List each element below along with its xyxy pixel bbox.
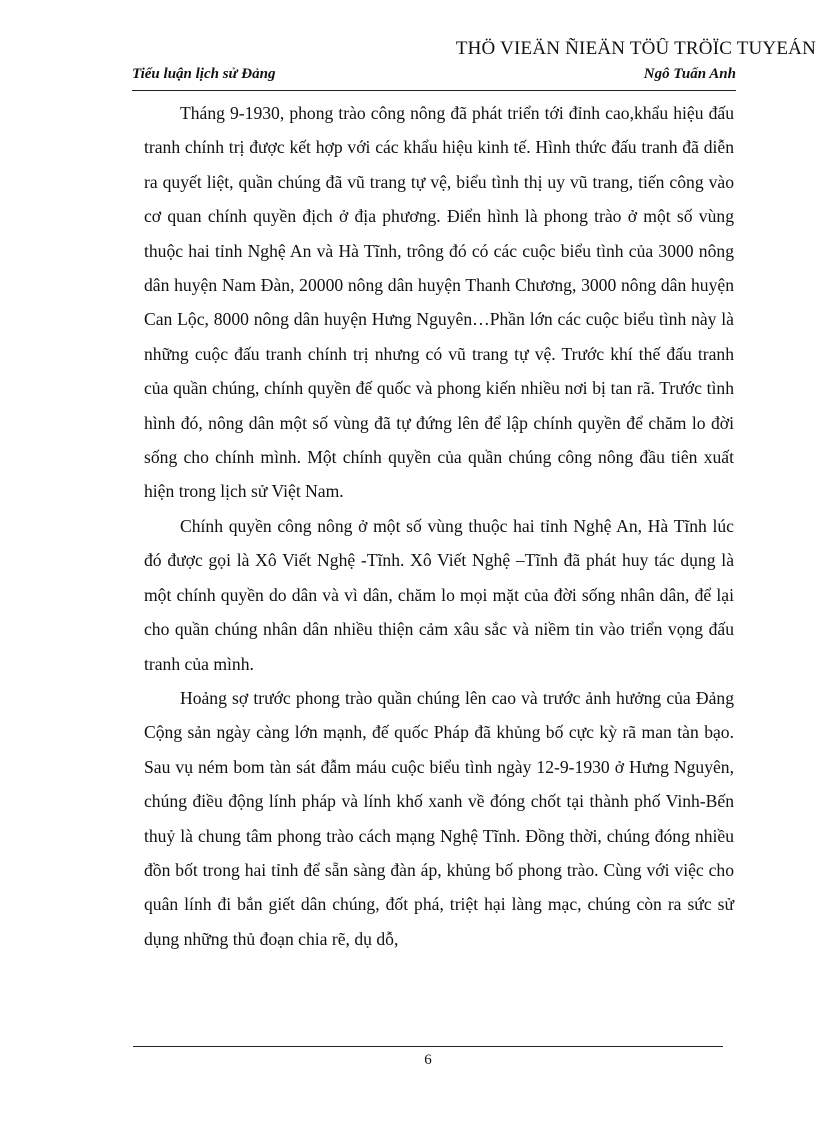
- header-divider: [132, 90, 736, 91]
- page-number: 6: [424, 1052, 432, 1068]
- running-header: [132, 66, 736, 90]
- paragraph-3: Hoảng sợ trước phong trào quần chúng lên cao và trước ảnh hưởng của Đảng Cộng sản ngày càng lớn mạnh, đế quốc Pháp đã khủng bố cực kỳ rã man tàn bạo. Sau vụ ném bom tàn sát đẫm máu cuộc biểu tình ngày 12-9-1930 ở Hưng Nguyên, chúng điều động lính pháp và lính khố xanh về đóng chốt tại thành phố Vinh-Bến thuỷ là chung tâm phong trào cách mạng Nghệ Tĩnh. Đồng thời, chúng đóng nhiều đồn bốt trong hai tỉnh để sẵn sàng đàn áp, khủng bố phong trào. Cùng với việc cho quân lính đi bắn giết dân chúng, đốt phá, triệt hại làng mạc, chúng còn ra sức sử dụng những thủ đoạn chia rẽ, dụ dỗ,: [144, 687, 734, 949]
- paragraph-2: Chính quyền công nông ở một số vùng thuộc hai tỉnh Nghệ An, Hà Tĩnh lúc đó được gọi là Xô Viết Nghệ -Tĩnh. Xô Viết Nghệ –Tĩnh đã phát huy tác dụng là một chính quyền do dân và vì dân, chăm lo mọi mặt của đời sống nhân dân, để lại cho quần chúng nhân dân nhiều thiện cảm xâu sắc và niềm tin vào triển vọng đấu tranh của mình.: [144, 515, 734, 674]
- library-banner: THÖ VIEÄN ÑIEÄN TÖÛ TRÖÏC TUYEÁN: [455, 38, 816, 59]
- document-body: [144, 96, 734, 956]
- header-author: Ngô Tuấn Anh: [643, 66, 736, 82]
- header-document-title: Tiểu luận lịch sử Đảng: [132, 66, 276, 82]
- footer-divider: [133, 1046, 723, 1047]
- paragraph-1: Tháng 9-1930, phong trào công nông đã phát triển tới đỉnh cao,khẩu hiệu đấu tranh chính trị được kết hợp với các khẩu hiệu kinh tế. Hình thức đấu tranh đã diễn ra quyết liệt, quần chúng đã vũ trang tự vệ, biểu tình thị uy vũ trang, tiến công vào cơ quan chính quyền địch ở địa phương. Điển hình là phong trào ở một số vùng thuộc hai tỉnh Nghệ An và Hà Tĩnh, trông đó có các cuộc biểu tình của 3000 nông dân huyện Nam Đàn, 20000 nông dân huyện Thanh Chương, 3000 nông dân huyện Can Lộc, 8000 nông dân huyện Hưng Nguyên…Phần lớn các cuộc biểu tình này là những cuộc đấu tranh chính trị nhưng có vũ trang tự vệ. Trước khí thế đấu tranh của quần chúng, chính quyền đế quốc và phong kiến nhiều nơi bị tan rã. Trước tình hình đó, nông dân một số vùng đã tự đứng lên để lập chính quyền để chăm lo đời sống cho chính mình. Một chính quyền của quần chúng công nông đầu tiên xuất hiện trong lịch sử Việt Nam.: [144, 103, 734, 502]
